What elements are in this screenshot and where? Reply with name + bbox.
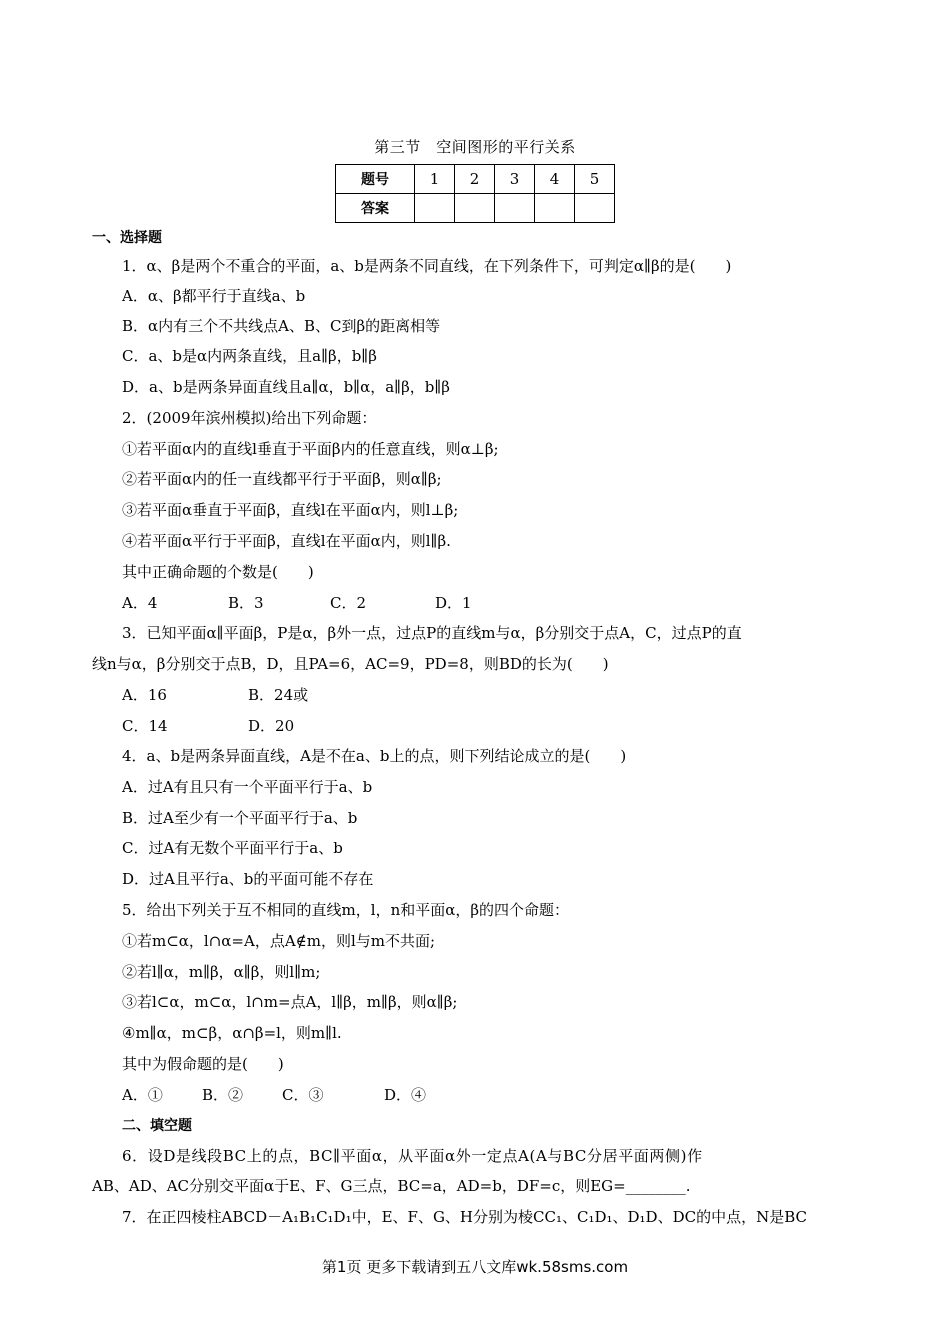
option: D．④ [384,1086,427,1104]
option: B．过A至少有一个平面平行于a、b [122,809,358,827]
proposition: ①若平面α内的直线l垂直于平面β内的任意直线，则α⊥β; [122,440,499,458]
option: C．过A有无数个平面平行于a、b [122,839,343,857]
proposition: ③若l⊂α，m⊂α，l∩m=点A，l∥β，m∥β，则α∥β; [122,993,458,1011]
option: B．24或 [248,686,309,704]
option: D．a、b是两条异面直线且a∥α，b∥α，a∥β，b∥β [122,378,450,396]
option: C．a、b是α内两条直线，且a∥β，b∥β [122,347,377,365]
proposition: ④若平面α平行于平面β，直线l在平面α内，则l∥β. [122,532,451,550]
section-heading: 二、填空题 [122,1118,192,1134]
proposition: ①若m⊂α，l∩α=A，点A∉m，则l与m不共面; [122,932,436,950]
page-footer: 第1页 更多下载请到五八文库wk.58sms.com [321,1258,629,1276]
page-title: 第三节 空间图形的平行关系 [374,138,576,156]
question-ask: 其中为假命题的是( ) [122,1055,284,1073]
table-cell: 3 [495,165,535,194]
table-cell: 2 [455,165,495,194]
option: B．3 [228,594,264,612]
option: D．过A且平行a、b的平面可能不存在 [122,870,374,888]
answer-cell [535,194,575,223]
section-heading: 一、选择题 [92,230,162,246]
option: B．② [202,1086,244,1104]
answer-cell [415,194,455,223]
answer-table [335,164,615,223]
table-header-cell: 答案 [336,194,415,223]
question-stem: 线n与α，β分别交于点B，D，且PA=6，AC=9，PD=8，则BD的长为( ) [92,655,609,673]
answer-cell [495,194,535,223]
table-row [336,194,615,223]
table-header-cell: 题号 [336,165,415,194]
question-stem: 2．(2009年滨州模拟)给出下列命题： [122,409,377,427]
option: C．③ [282,1086,324,1104]
proposition: ②若l∥α，m∥β，α∥β，则l∥m; [122,963,321,981]
answer-cell [455,194,495,223]
question-stem: 5．给出下列关于互不相同的直线m，l，n和平面α，β的四个命题： [122,901,570,919]
answer-cell [575,194,615,223]
table-cell: 1 [415,165,455,194]
question-stem: AB、AD、AC分别交平面α于E、F、G三点，BC=a，AD=b，DF=c，则EG=________. [92,1177,691,1195]
question-stem: 4．a、b是两条异面直线，A是不在a、b上的点，则下列结论成立的是( ) [122,747,627,765]
option: D．1 [435,594,472,612]
table-cell: 5 [575,165,615,194]
option: D．20 [248,717,295,735]
option: C．14 [122,717,168,735]
table-cell: 4 [535,165,575,194]
question-stem: 1．α、β是两个不重合的平面，a、b是两条不同直线，在下列条件下，可判定α∥β的是( ) [122,257,732,275]
proposition: ②若平面α内的任一直线都平行于平面β，则α∥β; [122,470,442,488]
option: A．α、β都平行于直线a、b [122,287,306,305]
question-ask: 其中正确命题的个数是( ) [122,563,314,581]
proposition: ③若平面α垂直于平面β，直线l在平面α内，则l⊥β; [122,501,459,519]
table-row [336,165,615,194]
question-stem: 7．在正四棱柱ABCD－A₁B₁C₁D₁中，E、F、G、H分别为棱CC₁、C₁D₁、D₁D、DC的中点，N是BC [122,1208,807,1226]
proposition: ④m∥α，m⊂β，α∩β=l，则m∥l. [122,1024,342,1042]
option: A．4 [122,594,158,612]
option: A．16 [122,686,167,704]
question-stem: 3．已知平面α∥平面β，P是α，β外一点，过点P的直线m与α，β分别交于点A，C，过点P的直 [122,624,742,642]
option: C．2 [330,594,367,612]
question-stem: 6．设D是线段BC上的点，BC∥平面α，从平面α外一定点A(A与BC分居平面两侧)作 [122,1147,703,1165]
option: A．① [122,1086,163,1104]
option: B．α内有三个不共线点A、B、C到β的距离相等 [122,317,441,335]
option: A．过A有且只有一个平面平行于a、b [122,778,373,796]
